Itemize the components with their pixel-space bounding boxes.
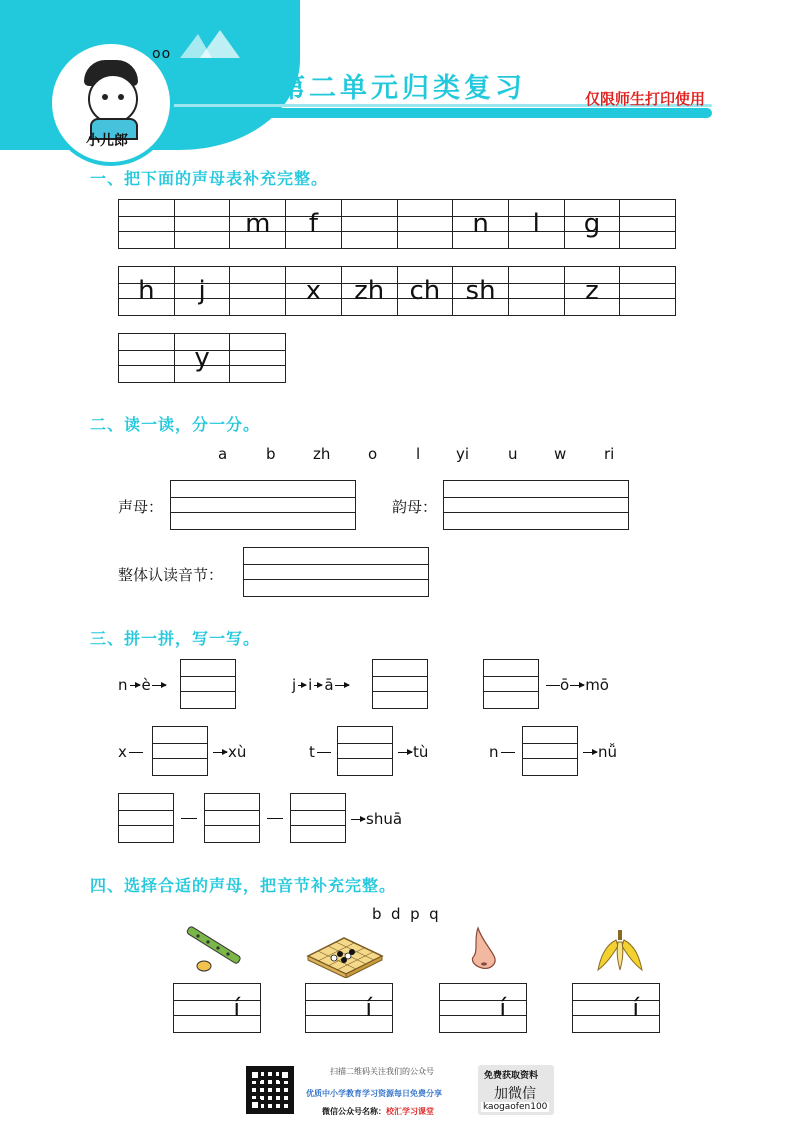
footer-share-text: 优质中小学教育学习资源每日免费分享: [306, 1089, 442, 1098]
letter-item: b: [266, 445, 276, 463]
section2-title: 二、读一读，分一分。: [90, 415, 261, 434]
connector-line: [130, 685, 140, 686]
spell-answer-box[interactable]: [204, 793, 260, 843]
consonant-cell: x: [285, 267, 341, 315]
syllable-part: ō: [560, 676, 570, 694]
spell-item-4: [118, 743, 143, 761]
spell-item-5: [309, 743, 331, 761]
footer-box-bot: kaogaofen100: [483, 1102, 548, 1112]
spell-answer-box[interactable]: [337, 726, 393, 776]
consonant-cell: f: [285, 200, 341, 248]
page-title: 第二单元归类复习: [278, 73, 526, 104]
syllable-result: tù: [413, 743, 429, 761]
spell-result-4: [212, 743, 246, 761]
syllable-tone: í: [632, 994, 639, 1022]
connector-line: [314, 685, 322, 686]
arrow-icon: [351, 819, 365, 820]
arrow-icon: [213, 752, 227, 753]
letter-item: l: [416, 445, 421, 463]
syllable-part: ā: [324, 676, 334, 694]
syllable-result: shuā: [366, 810, 403, 828]
section1-title: 一、把下面的声母表补充完整。: [90, 169, 329, 188]
header-bar: [150, 108, 712, 118]
consonant-cell: [619, 200, 675, 248]
syllable-part: x: [118, 743, 127, 761]
syllable-tone: í: [365, 994, 372, 1022]
letter-item: o: [368, 445, 378, 463]
spell-result-5: [397, 743, 428, 761]
connector-line: [317, 752, 331, 753]
letter-item: a: [218, 445, 228, 463]
connector-line: [181, 818, 197, 819]
letter-item: w: [554, 445, 567, 463]
connector-line: [129, 752, 143, 753]
syllable-answer-grid[interactable]: [305, 983, 393, 1033]
consonant-cell: zh: [341, 267, 397, 315]
consonant-cell: h: [138, 276, 155, 306]
choice-letters: b d p q: [372, 905, 439, 923]
flute-icon: [180, 922, 244, 976]
consonant-cell: sh: [452, 267, 508, 315]
arrow-icon: [570, 685, 584, 686]
consonant-cell: z: [564, 267, 620, 315]
spell-answer-box[interactable]: [290, 793, 346, 843]
consonant-cell: [619, 267, 675, 315]
consonant-cell: [229, 334, 285, 382]
syllable-part: n: [489, 743, 499, 761]
section4-title: 四、选择合适的声母，把音节补充完整。: [90, 876, 397, 895]
consonant-cell: [397, 200, 453, 248]
yunmu-answer-box[interactable]: [443, 480, 629, 530]
qr-finder: [279, 1069, 291, 1081]
spell-answer-box[interactable]: [152, 726, 208, 776]
spell-result-6: [582, 743, 617, 761]
qr-finder: [249, 1099, 261, 1111]
syllable-answer-grid[interactable]: [439, 983, 527, 1033]
consonant-cell: g: [564, 200, 620, 248]
consonant-row-3: [118, 333, 286, 383]
consonant-cell: l: [508, 200, 564, 248]
consonant-cell: y: [174, 334, 230, 382]
syllable-result: nǚ: [598, 743, 618, 761]
connector-line: [267, 818, 283, 819]
syllable-result: xù: [228, 743, 247, 761]
consonant-row-1: [118, 199, 676, 249]
consonant-cell: [508, 267, 564, 315]
section3-title: 三、拼一拼，写一写。: [90, 629, 261, 648]
footer-account-name: 校汇学习课堂: [386, 1107, 434, 1116]
arrow-icon: [398, 752, 412, 753]
spell-answer-box[interactable]: [180, 659, 236, 709]
brand-name: 小儿郎: [86, 133, 128, 149]
syllable-part: j: [292, 676, 297, 694]
mountains-icon: [180, 28, 250, 58]
letter-item: u: [508, 445, 518, 463]
consonant-cell: ch: [397, 267, 453, 315]
banana-peel-icon: [594, 926, 646, 974]
chess-board-icon: [304, 932, 386, 978]
footer-account: [322, 1106, 434, 1117]
consonant-row-2: [118, 266, 676, 316]
consonant-cell: [174, 200, 230, 248]
shengmu-label: 声母：: [118, 498, 164, 516]
avatar-face: [88, 74, 138, 124]
consonant-cell: j: [174, 267, 230, 315]
syllable-tone: í: [499, 994, 506, 1022]
qr-code-icon: [246, 1066, 294, 1114]
spell-result-7: [350, 810, 402, 828]
spell-item-6: [489, 743, 515, 761]
shengmu-answer-box[interactable]: [170, 480, 356, 530]
syllable-answer-grid[interactable]: [173, 983, 261, 1033]
glasses-icon: oo: [152, 46, 172, 62]
arrow-icon: [152, 685, 166, 686]
footer-scan-text: 扫描二维码关注我们的公众号: [330, 1067, 434, 1076]
spell-item-2: [292, 676, 350, 694]
spell-item-3: [546, 676, 609, 694]
zhengti-answer-box[interactable]: [243, 547, 429, 597]
restriction-notice: 仅限师生打印使用: [585, 90, 706, 108]
qr-finder: [249, 1069, 261, 1081]
letter-item: ri: [604, 445, 615, 463]
consonant-cell: n: [452, 200, 508, 248]
syllable-part: i: [308, 676, 313, 694]
spell-item-1: [118, 676, 167, 694]
avatar-eye: [118, 94, 124, 100]
letter-item: yi: [456, 445, 470, 463]
footer-account-label: 微信公众号名称：: [322, 1107, 386, 1116]
syllable-tone: í: [233, 994, 240, 1022]
syllable-part: n: [118, 676, 128, 694]
syllable-part: è: [141, 676, 151, 694]
spell-answer-box[interactable]: [522, 726, 578, 776]
footer-box-top: 免费获取资料: [484, 1071, 539, 1081]
arrow-icon: [583, 752, 597, 753]
syllable-answer-grid[interactable]: [572, 983, 660, 1033]
consonant-cell: [341, 200, 397, 248]
spell-answer-box[interactable]: [372, 659, 428, 709]
connector-line: [546, 685, 560, 686]
yunmu-label: 韵母：: [392, 498, 438, 516]
consonant-cell: [119, 334, 174, 382]
syllable-result: mō: [585, 676, 609, 694]
spell-answer-box[interactable]: [483, 659, 539, 709]
avatar-eye: [102, 94, 108, 100]
connector-line: [501, 752, 515, 753]
arrow-icon: [335, 685, 349, 686]
connector-line: [298, 685, 306, 686]
footer-box-mid: 加微信: [494, 1086, 536, 1102]
spell-answer-box[interactable]: [118, 793, 174, 843]
zhengti-label: 整体认读音节：: [118, 566, 224, 584]
consonant-cell: m: [229, 200, 285, 248]
consonant-cell: [229, 267, 285, 315]
letter-item: zh: [313, 445, 331, 463]
nose-icon: [464, 926, 504, 972]
syllable-part: t: [309, 743, 315, 761]
consonant-cell: [119, 200, 174, 248]
